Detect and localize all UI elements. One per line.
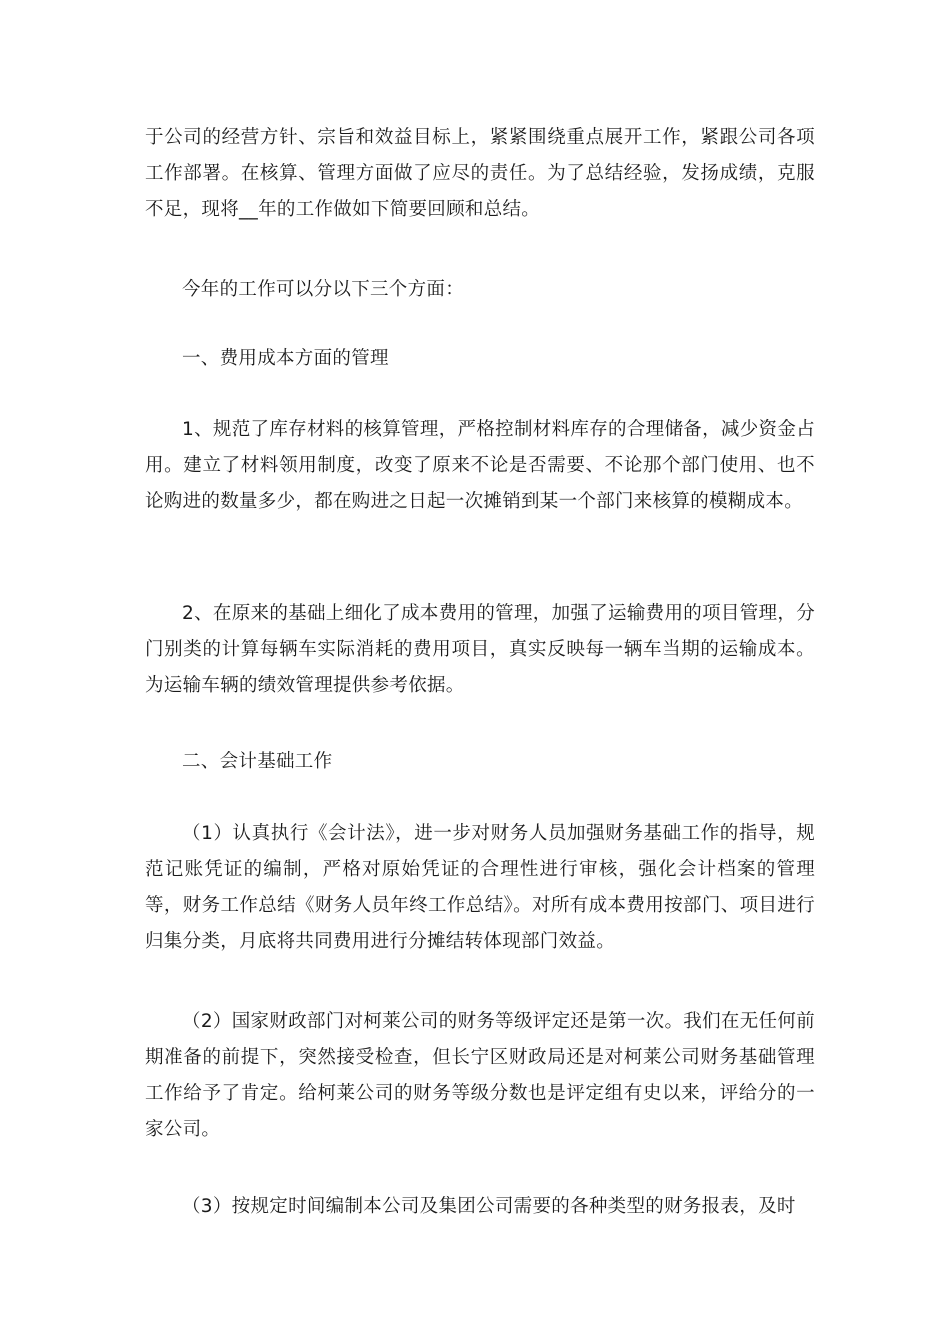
paragraph-item-1: 1、规范了库存材料的核算管理，严格控制材料库存的合理储备，减少资金占用。建立了材料领用制度，改变了原来不论是否需要、不论那个部门使用、也不论购进的数量多少，都在购进之日起一次摊销到某一个部门来核算的模糊成本。 xyxy=(145,419,815,512)
paragraph-item-2: 2、在原来的基础上细化了成本费用的管理，加强了运输费用的项目管理，分门别类的计算每辆车实际消耗的费用项目，真实反映每一辆车当期的运输成本。为运输车辆的绩效管理提供参考依据。 xyxy=(145,603,815,696)
paragraph-intro: 于公司的经营方针、宗旨和效益目标上，紧紧围绕重点展开工作，紧跟公司各项工作部署。在核算、管理方面做了应尽的责任。为了总结经验，发扬成绩，克服不足，现将__年的工作做如下简要回顾和总结。 xyxy=(145,127,815,220)
section-heading-accounting-basics: 二、会计基础工作 xyxy=(182,751,333,772)
section-heading-cost-management: 一、费用成本方面的管理 xyxy=(182,348,389,369)
paragraph-subitem-3: （3）按规定时间编制本公司及集团公司需要的各种类型的财务报表，及时 xyxy=(182,1196,796,1217)
paragraph-overview: 今年的工作可以分以下三个方面： xyxy=(182,279,465,300)
paragraph-subitem-1: （1）认真执行《会计法》，进一步对财务人员加强财务基础工作的指导，规范记账凭证的编制，严格对原始凭证的合理性进行审核，强化会计档案的管理等，财务工作总结《财务人员年终工作总结》。对所有成本费用按部门、项目进行归集分类，月底将共同费用进行分摊结转体现部门效益。 xyxy=(145,823,815,952)
paragraph-subitem-2: （2）国家财政部门对柯莱公司的财务等级评定还是第一次。我们在无任何前期准备的前提下，突然接受检查，但长宁区财政局还是对柯莱公司财务基础管理工作给予了肯定。给柯莱公司的财务等级分数也是评定组有史以来，评给分的一家公司。 xyxy=(145,1011,815,1140)
